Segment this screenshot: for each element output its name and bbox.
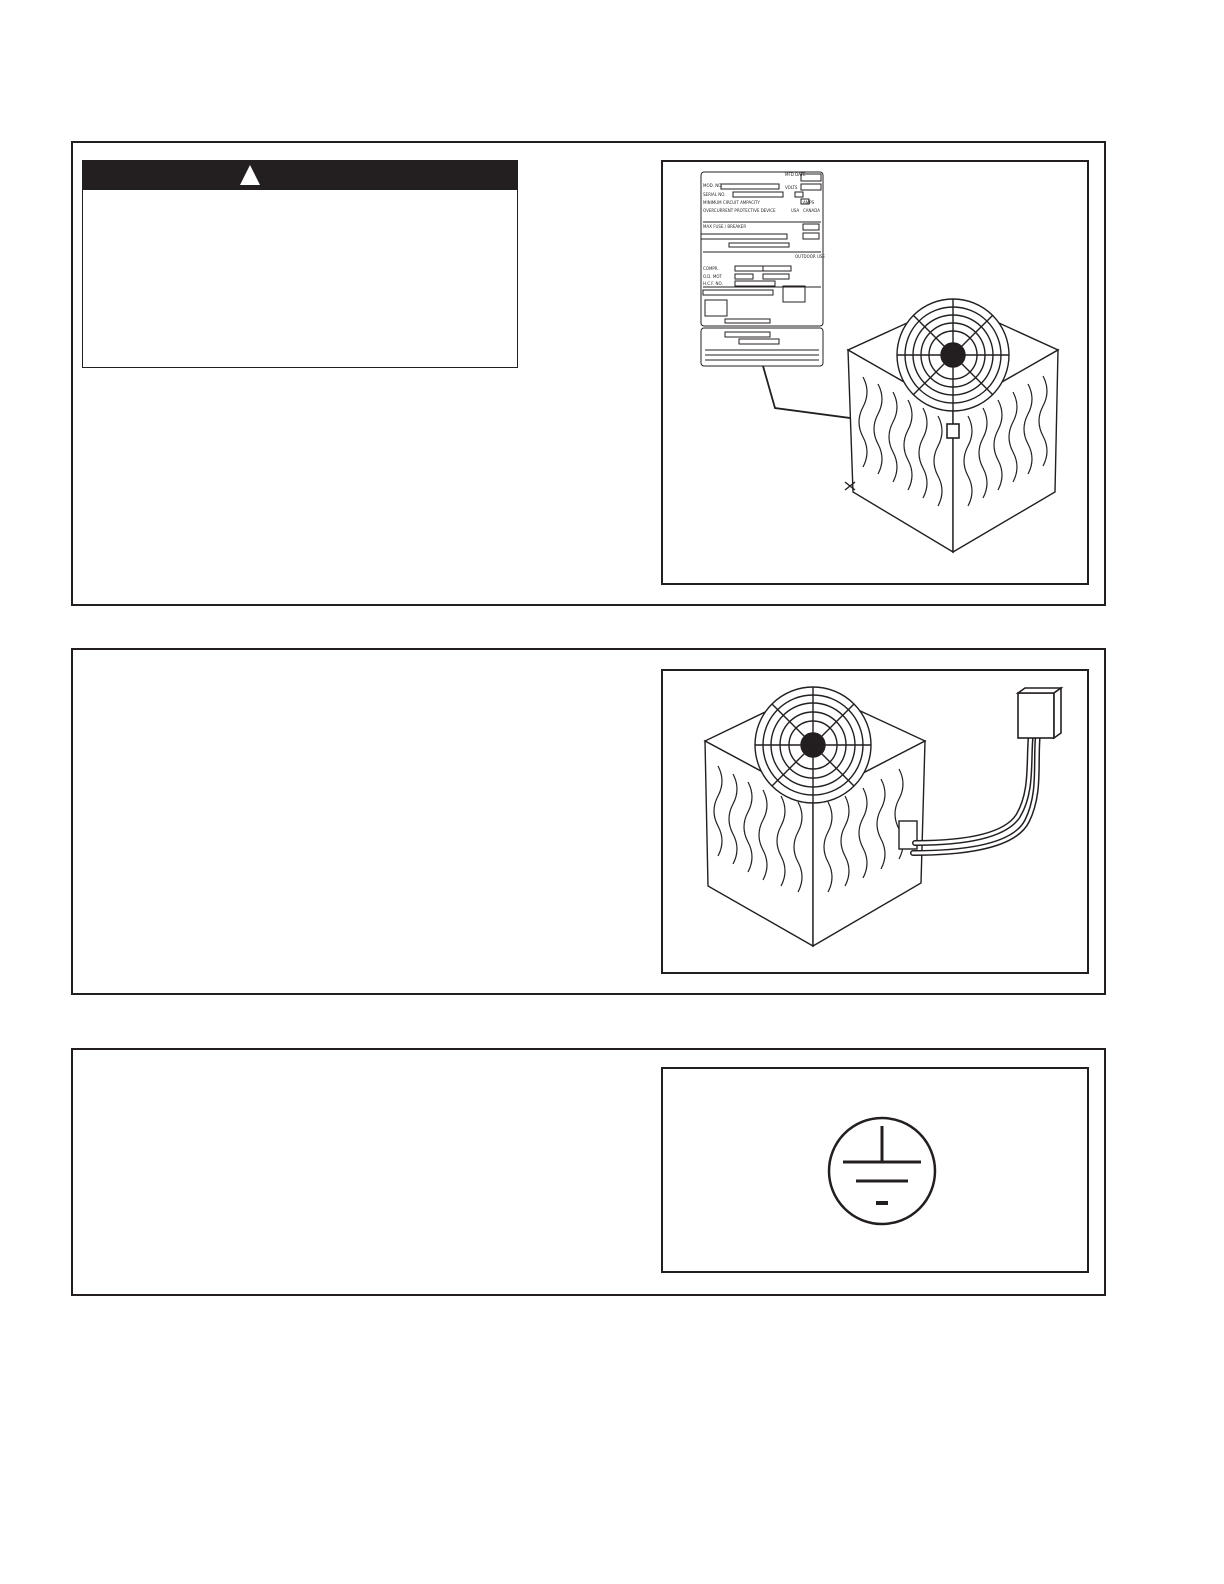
plate-compr-label: COMPR.	[703, 266, 719, 271]
plate-amps-label: AMPS	[803, 200, 815, 205]
plate-hcf-label: H.C.F. NO.	[703, 281, 723, 286]
plate-max-fuse-label: MAX FUSE / BREAKER	[703, 224, 747, 229]
warning-body	[83, 190, 517, 206]
plate-usa-label: USA	[791, 208, 800, 213]
warning-header	[83, 161, 517, 190]
warning-triangle-icon	[239, 164, 261, 186]
conduit-outer	[915, 733, 1031, 843]
plate-volts-label: VOLTS	[785, 185, 798, 190]
rating-plate-lower	[701, 328, 823, 366]
section-rating-plate	[71, 141, 1106, 606]
plate-outdoor-label: OUTDOOR USE	[795, 254, 825, 259]
condenser-unit-2	[705, 687, 925, 946]
plate-serial-label: SERIAL NO.	[703, 192, 726, 197]
plate-mfd-label: MFD DATE	[785, 172, 806, 177]
plate-odmot-label: O.D. MOT	[703, 274, 722, 279]
plate-overcurrent-label: OVERCURRENT PROTECTIVE DEVICE	[703, 208, 776, 213]
disconnect-figure	[661, 669, 1089, 974]
plate-canada-label: CANADA	[803, 208, 821, 213]
plate-model-label: MOD. NO.	[703, 183, 723, 188]
plate-location-marker	[947, 424, 959, 438]
protective-earth-ground-symbol	[663, 1069, 1087, 1271]
section-ground	[71, 1048, 1106, 1296]
plate-min-circuit-label: MINIMUM CIRCUIT AMPACITY	[703, 200, 760, 205]
condenser-with-disconnect-illustration	[663, 671, 1087, 972]
rating-plate-figure	[661, 160, 1089, 585]
rating-plate-location-illustration	[663, 162, 1087, 583]
condenser-unit	[845, 299, 1058, 552]
conduit-inner	[915, 733, 1031, 843]
warning-box	[82, 160, 518, 368]
ground-symbol-figure	[661, 1067, 1089, 1273]
disconnect-box	[1018, 688, 1061, 738]
section-disconnect	[71, 648, 1106, 995]
